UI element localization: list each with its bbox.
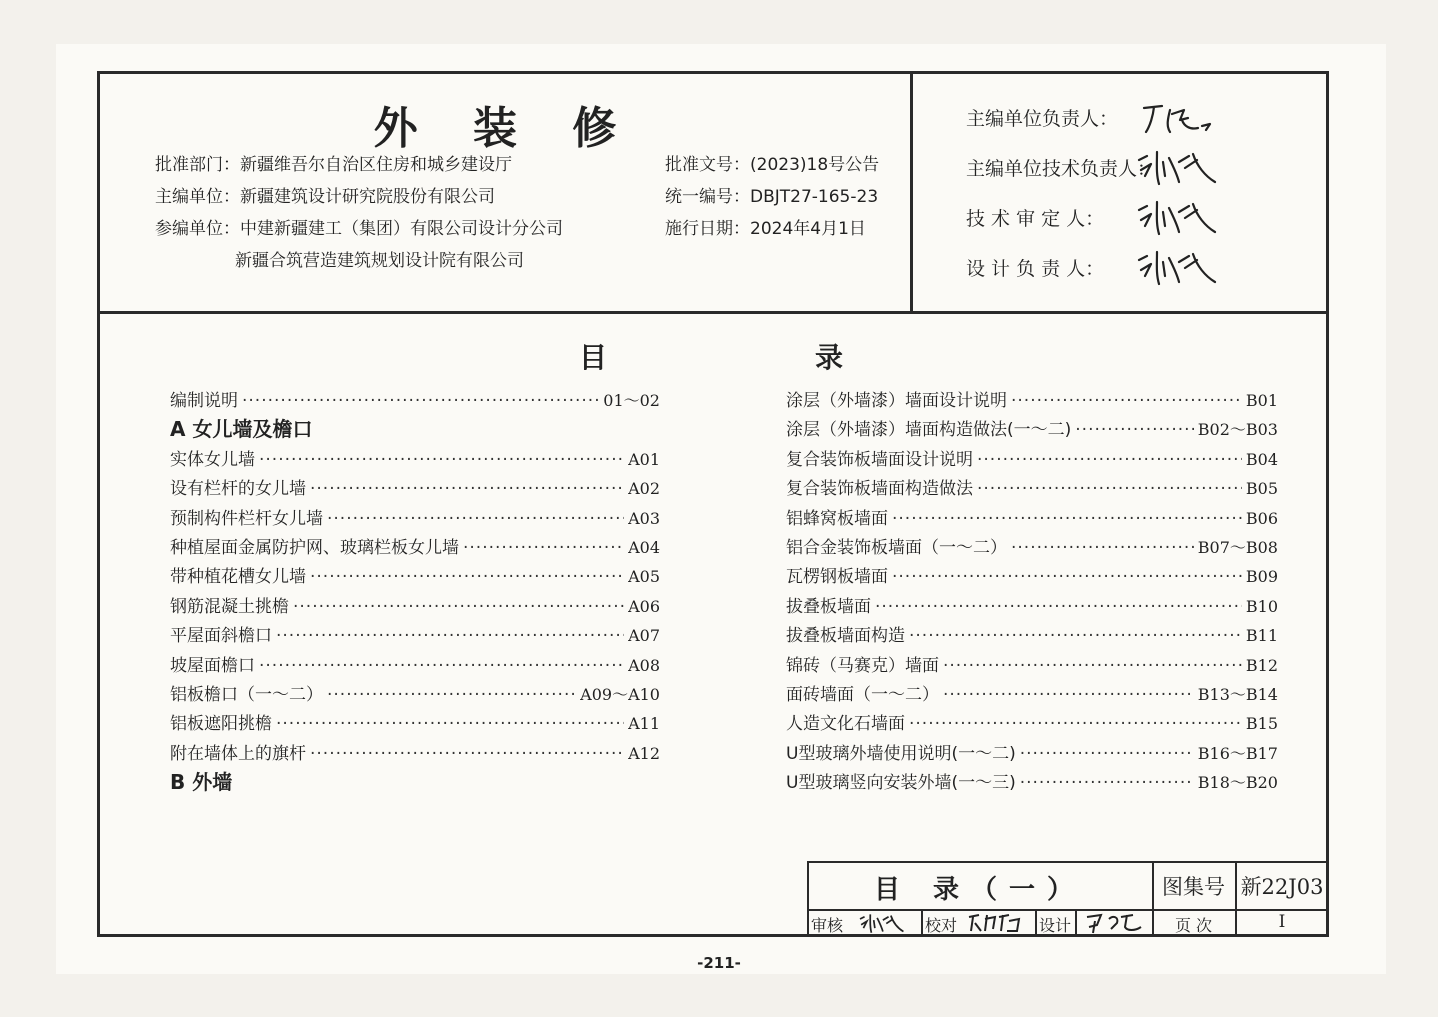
responsible-row-3 <box>966 204 1116 231</box>
toc-leader-dots <box>909 710 1242 739</box>
drawing-frame <box>97 71 1329 937</box>
title-block <box>807 861 1329 936</box>
toc-entry-title: 带种植花槽女儿墙 <box>170 567 306 588</box>
document-title: 外 装 修 <box>373 103 637 154</box>
design-label: 设计 <box>1039 916 1072 935</box>
approval-info <box>665 149 879 245</box>
responsible-label: 技 术 审 定 人： <box>966 208 1105 230</box>
toc-entry <box>170 651 660 680</box>
toc-leader-dots <box>327 681 576 710</box>
atlas-label: 图集号 <box>1162 875 1225 899</box>
toc-entry <box>786 621 1278 650</box>
toc-entry-title: 钢筋混凝土挑檐 <box>170 596 289 617</box>
toc-leader-dots <box>892 563 1242 592</box>
toc-entry-page: B07～B08 <box>1197 537 1278 557</box>
tb-sep <box>921 909 923 936</box>
toc-leader-dots <box>276 710 624 739</box>
page-number: -211- <box>697 954 741 972</box>
toc-leader-dots <box>892 505 1242 534</box>
effective-date: 施行日期：2024年4月1日 <box>665 219 866 239</box>
toc-entry-title: 实体女儿墙 <box>170 449 255 470</box>
unified-no: 统一编号：DBJT27-165-23 <box>665 187 879 207</box>
toc-entry <box>786 739 1278 768</box>
toc-entry-page: A01 <box>628 449 660 469</box>
signature-2-icon <box>1135 146 1220 188</box>
toc-entry-page: B10 <box>1245 596 1278 616</box>
toc-entry-title: U型玻璃外墙使用说明(一～二) <box>786 743 1016 764</box>
toc-entry-title: 预制构件栏杆女儿墙 <box>170 508 323 529</box>
toc-leader-dots <box>327 505 624 534</box>
toc-entry <box>170 592 660 621</box>
toc-entry <box>170 680 660 709</box>
responsible-label: 设 计 负 责 人： <box>966 258 1105 280</box>
toc-entry <box>170 445 660 474</box>
toc-entry <box>170 709 660 738</box>
toc-leader-dots <box>242 387 599 416</box>
check-label: 校对 <box>925 916 958 935</box>
toc-leader-dots <box>310 475 624 504</box>
toc-entry-title: 复合装饰板墙面设计说明 <box>786 449 973 470</box>
page-label: 页 次 <box>1174 916 1213 935</box>
toc-left-column <box>170 386 660 797</box>
toc-leader-dots <box>276 622 624 651</box>
toc-entry <box>786 504 1278 533</box>
toc-entry-page: B12 <box>1245 655 1278 675</box>
toc-leader-dots <box>1011 534 1194 563</box>
toc-entry-page: A04 <box>628 537 660 557</box>
toc-entry-title: 铝合金装饰板墙面（一～二） <box>786 537 1007 558</box>
toc-entry-title: B 外墙 <box>170 770 233 795</box>
toc-entry <box>786 768 1278 797</box>
signature-4-icon <box>1135 246 1220 288</box>
responsible-row-2 <box>966 154 1157 181</box>
chief-editor-unit: 主编单位：新疆建筑设计研究院股份有限公司 <box>155 187 495 207</box>
toc-entry-page: B01 <box>1245 391 1278 410</box>
toc-entry-title: 编制说明 <box>170 391 238 411</box>
toc-entry-title: 平屋面斜檐口 <box>170 626 272 647</box>
toc-entry-page: A11 <box>628 714 660 734</box>
toc-entry-page: B15 <box>1245 714 1278 734</box>
toc-entry-title: 复合装饰板墙面构造做法 <box>786 479 973 500</box>
toc-leader-dots <box>943 681 1194 710</box>
toc-title: 目 录 <box>578 341 933 374</box>
toc-entry <box>786 474 1278 503</box>
header-divider <box>100 311 1326 314</box>
toc-right-column <box>786 386 1278 797</box>
toc-entry-page: 01～02 <box>603 391 660 410</box>
toc-entry <box>786 445 1278 474</box>
toc-entry-page: B16～B17 <box>1197 743 1278 763</box>
responsible-label: 主编单位负责人： <box>966 108 1119 130</box>
toc-entry <box>170 739 660 768</box>
designer-signature-icon <box>1083 911 1145 935</box>
toc-entry <box>170 386 660 415</box>
toc-leader-dots <box>1075 416 1193 445</box>
toc-leader-dots <box>909 622 1242 651</box>
toc-entry <box>786 386 1278 415</box>
co-editor-unit-2: 新疆合筑营造建筑规划设计院有限公司 <box>235 251 524 271</box>
publisher-info <box>155 149 563 277</box>
toc-entry-title: 附在墙体上的旗杆 <box>170 743 306 764</box>
toc-entry-title: 拔叠板墙面构造 <box>786 626 905 647</box>
toc-section-heading <box>170 415 660 444</box>
toc-entry-title: 锦砖（马赛克）墙面 <box>786 655 939 676</box>
toc-entry-title: 设有栏杆的女儿墙 <box>170 479 306 500</box>
toc-entry-title: 拔叠板墙面 <box>786 596 871 617</box>
toc-entry <box>170 562 660 591</box>
toc-entry-page: B09 <box>1245 567 1278 587</box>
toc-entry-title: 面砖墙面（一～二） <box>786 684 939 705</box>
toc-leader-dots <box>293 593 624 622</box>
toc-entry-page: A08 <box>628 655 660 675</box>
toc-entry <box>786 709 1278 738</box>
tb-sep <box>1075 909 1077 936</box>
toc-entry-title: 坡屋面檐口 <box>170 655 255 676</box>
approval-dept: 批准部门：新疆维吾尔自治区住房和城乡建设厅 <box>155 155 512 175</box>
toc-entry-title: 铝板遮阳挑檐 <box>170 714 272 735</box>
toc-leader-dots <box>259 652 624 681</box>
toc-entry <box>170 504 660 533</box>
toc-leader-dots <box>943 652 1242 681</box>
toc-leader-dots <box>310 563 624 592</box>
signature-3-icon <box>1135 196 1220 238</box>
toc-leader-dots <box>463 534 624 563</box>
toc-entry-title: 铝蜂窝板墙面 <box>786 508 888 529</box>
toc-entry <box>786 592 1278 621</box>
toc-entry <box>170 533 660 562</box>
co-editor-unit: 参编单位：中建新疆建工（集团）有限公司设计分公司 <box>155 219 563 239</box>
responsible-row-4 <box>966 254 1116 281</box>
toc-entry-page: B11 <box>1245 626 1278 646</box>
toc-leader-dots <box>875 593 1242 622</box>
toc-entry-page: A05 <box>628 567 660 587</box>
toc-entry-page: B02～B03 <box>1197 420 1278 440</box>
toc-entry-title: A 女儿墙及檐口 <box>170 417 313 442</box>
toc-leader-dots <box>1020 769 1194 798</box>
toc-entry-page: A09～A10 <box>580 684 660 704</box>
toc-entry-page: B06 <box>1245 508 1278 528</box>
toc-entry-page: A12 <box>628 743 660 763</box>
toc-leader-dots <box>977 446 1242 475</box>
toc-entry <box>786 415 1278 444</box>
approval-no: 批准文号：(2023)18号公告 <box>665 155 880 175</box>
signature-1-icon <box>1140 98 1220 138</box>
toc-entry <box>786 680 1278 709</box>
reviewer-signature-icon <box>847 911 917 935</box>
toc-entry-title: U型玻璃竖向安装外墙(一～三) <box>786 773 1016 794</box>
toc-entry-title: 种植屋面金属防护网、玻璃栏板女儿墙 <box>170 537 459 558</box>
toc-entry-title: 涂层（外墙漆）墙面构造做法(一～二) <box>786 420 1072 441</box>
toc-entry-page: B05 <box>1245 479 1278 499</box>
toc-entry <box>786 562 1278 591</box>
responsible-label: 主编单位技术负责人： <box>966 158 1157 180</box>
toc-entry <box>170 621 660 650</box>
toc-entry-page: B18～B20 <box>1197 773 1278 793</box>
toc-leader-dots <box>977 475 1242 504</box>
header-vertical-divider <box>910 74 913 311</box>
toc-leader-dots <box>259 446 624 475</box>
toc-entry-page: A06 <box>628 596 660 616</box>
toc-entry <box>786 651 1278 680</box>
toc-leader-dots <box>310 740 624 769</box>
toc-entry-page: B04 <box>1245 449 1278 469</box>
title-block-title: 目 录（一） <box>873 875 1086 905</box>
toc-leader-dots <box>1020 740 1194 769</box>
toc-section-heading <box>170 768 660 797</box>
toc-leader-dots <box>1011 387 1242 416</box>
toc-entry <box>786 533 1278 562</box>
responsible-row-1 <box>966 104 1119 131</box>
review-label: 审核 <box>811 916 844 935</box>
toc-entry-title: 涂层（外墙漆）墙面设计说明 <box>786 391 1007 411</box>
tb-sep <box>1035 909 1037 936</box>
atlas-number: 新22J03 <box>1240 875 1324 899</box>
toc-entry-page: B13～B14 <box>1197 684 1278 704</box>
checker-signature-icon <box>965 911 1029 935</box>
toc-entry-title: 人造文化石墙面 <box>786 714 905 735</box>
toc-entry-page: A03 <box>628 508 660 528</box>
toc-entry-title: 铝板檐口（一～二） <box>170 684 323 705</box>
toc-entry-title: 瓦楞钢板墙面 <box>786 567 888 588</box>
toc-entry <box>170 474 660 503</box>
page-value: I <box>1278 912 1286 932</box>
toc-entry-page: A02 <box>628 479 660 499</box>
toc-entry-page: A07 <box>628 626 660 646</box>
